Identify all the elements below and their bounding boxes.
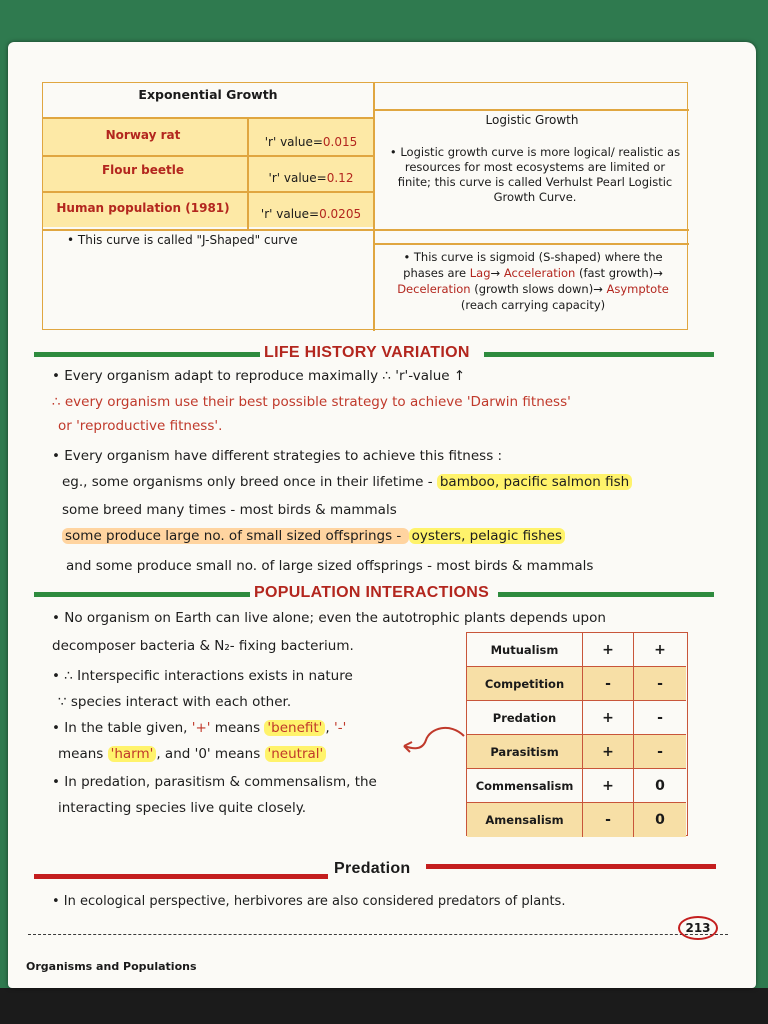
background-edge bbox=[0, 988, 768, 1024]
species-a-effect: - bbox=[583, 803, 634, 837]
section-title: POPULATION INTERACTIONS bbox=[254, 584, 490, 601]
species-a-effect: + bbox=[583, 633, 634, 667]
s-curve-note: • This curve is sigmoid (S-shaped) where the phases are Lag→ Acceleration (fast growth)→ Deceleration (growth slows down)→ Asymptote (reach carrying capacity) bbox=[397, 250, 669, 312]
species-b-effect: - bbox=[657, 710, 663, 726]
chapter-footer: Organisms and Populations bbox=[26, 960, 197, 973]
text-line: or 'reproductive fitness'. bbox=[58, 418, 223, 434]
text-line: interacting species live quite closely. bbox=[58, 800, 307, 816]
text-line: • In ecological perspective, herbivores are also considered predators of plants. bbox=[52, 894, 566, 909]
section-title: Predation bbox=[334, 860, 411, 877]
predation-header bbox=[34, 860, 714, 880]
text-line: • No organism on Earth can live alone; even the autotrophic plants depends upon bbox=[52, 610, 606, 626]
text-line: eg., some organisms only breed once in their lifetime - bamboo, pacific salmon fish bbox=[62, 474, 632, 490]
row-divider bbox=[43, 155, 373, 157]
text-line: ∵ species interact with each other. bbox=[58, 694, 292, 710]
interaction-name: Predation bbox=[467, 701, 583, 735]
interaction-name: Competition bbox=[467, 667, 583, 701]
highlight: 'harm' bbox=[108, 746, 157, 762]
curved-arrow-icon bbox=[400, 724, 470, 764]
life-history-header bbox=[34, 344, 714, 364]
highlight: 'neutral' bbox=[265, 746, 327, 762]
table-row bbox=[467, 769, 686, 803]
header-bar bbox=[498, 592, 714, 597]
interaction-name: Mutualism bbox=[467, 633, 583, 667]
table-row bbox=[467, 735, 686, 769]
species-a-effect: + bbox=[583, 735, 634, 769]
row-divider bbox=[43, 117, 373, 119]
text-line: • ∴ Interspecific interactions exists in nature bbox=[52, 668, 353, 684]
r-value: 'r' value=0.015 bbox=[264, 135, 358, 149]
row-divider bbox=[373, 243, 689, 245]
species-a-effect: + bbox=[583, 701, 634, 735]
interaction-name: Amensalism bbox=[467, 803, 583, 837]
highlight: some produce large no. of small sized offsprings - bbox=[62, 528, 409, 544]
row-divider bbox=[43, 191, 373, 193]
header-bar bbox=[34, 352, 260, 357]
text-line: means 'harm' , and '0' means 'neutral' bbox=[58, 746, 326, 762]
species-name: Flour beetle bbox=[101, 163, 185, 177]
text-line: • Every organism adapt to reproduce maximally ∴ 'r'-value ↑ bbox=[52, 368, 466, 384]
text-line: • In predation, parasitism & commensalism, the bbox=[52, 774, 377, 790]
table-row bbox=[467, 667, 686, 701]
species-a-effect: + bbox=[583, 769, 634, 803]
highlight: oysters, pelagic fishes bbox=[409, 528, 565, 544]
text-line: • In the table given, '+' means 'benefit' , '-' bbox=[52, 720, 347, 736]
notebook-page bbox=[8, 42, 756, 988]
population-interactions-header bbox=[34, 584, 714, 604]
species-name: Norway rat bbox=[105, 128, 181, 142]
text-line: some breed many times - most birds & mammals bbox=[62, 502, 397, 518]
species-a-effect: - bbox=[583, 667, 634, 701]
species-b-effect: + bbox=[654, 642, 666, 658]
interaction-name: Commensalism bbox=[467, 769, 583, 803]
table-row bbox=[467, 803, 686, 837]
row-divider bbox=[373, 109, 689, 111]
section-title: LIFE HISTORY VARIATION bbox=[264, 344, 470, 361]
header-bar bbox=[426, 864, 716, 869]
growth-comparison-table bbox=[42, 82, 688, 330]
row-divider bbox=[43, 229, 689, 231]
dashed-divider bbox=[28, 934, 728, 935]
species-b-effect: - bbox=[657, 744, 663, 760]
logistic-description: • Logistic growth curve is more logical/ realistic as resources for most ecosystems are limited or finite; this curve is called Verhulst Pearl Logistic Growth Curve. bbox=[389, 145, 681, 204]
highlight: 'benefit' bbox=[264, 720, 325, 736]
r-value: 'r' value=0.0205 bbox=[260, 207, 362, 221]
highlight: bamboo, pacific salmon fish bbox=[437, 474, 632, 490]
text-line: decomposer bacteria & N₂- fixing bacterium. bbox=[52, 638, 354, 654]
species-name: Human population (1981) bbox=[56, 201, 230, 215]
interaction-table bbox=[466, 632, 688, 836]
text-line: ∴ every organism use their best possible strategy to achieve 'Darwin fitness' bbox=[52, 394, 571, 410]
j-curve-note: • This curve is called "J-Shaped" curve bbox=[67, 233, 298, 247]
table-row bbox=[467, 633, 686, 667]
logistic-growth-title: Logistic Growth bbox=[485, 113, 579, 127]
table-row bbox=[467, 701, 686, 735]
header-bar bbox=[484, 352, 714, 357]
text-line: • Every organism have different strategies to achieve this fitness : bbox=[52, 448, 503, 464]
exponential-growth-title: Exponential Growth bbox=[138, 87, 278, 102]
page-number: 213 bbox=[678, 916, 718, 940]
r-value: 'r' value=0.12 bbox=[268, 171, 354, 185]
species-b-effect: - bbox=[657, 676, 663, 692]
species-b-effect: 0 bbox=[655, 812, 665, 828]
interaction-name: Parasitism bbox=[467, 735, 583, 769]
text-line bbox=[62, 528, 565, 544]
species-b-effect: 0 bbox=[655, 778, 665, 794]
header-bar bbox=[34, 592, 250, 597]
header-bar bbox=[34, 874, 328, 879]
text-line: and some produce small no. of large sized offsprings - most birds & mammals bbox=[66, 558, 594, 574]
